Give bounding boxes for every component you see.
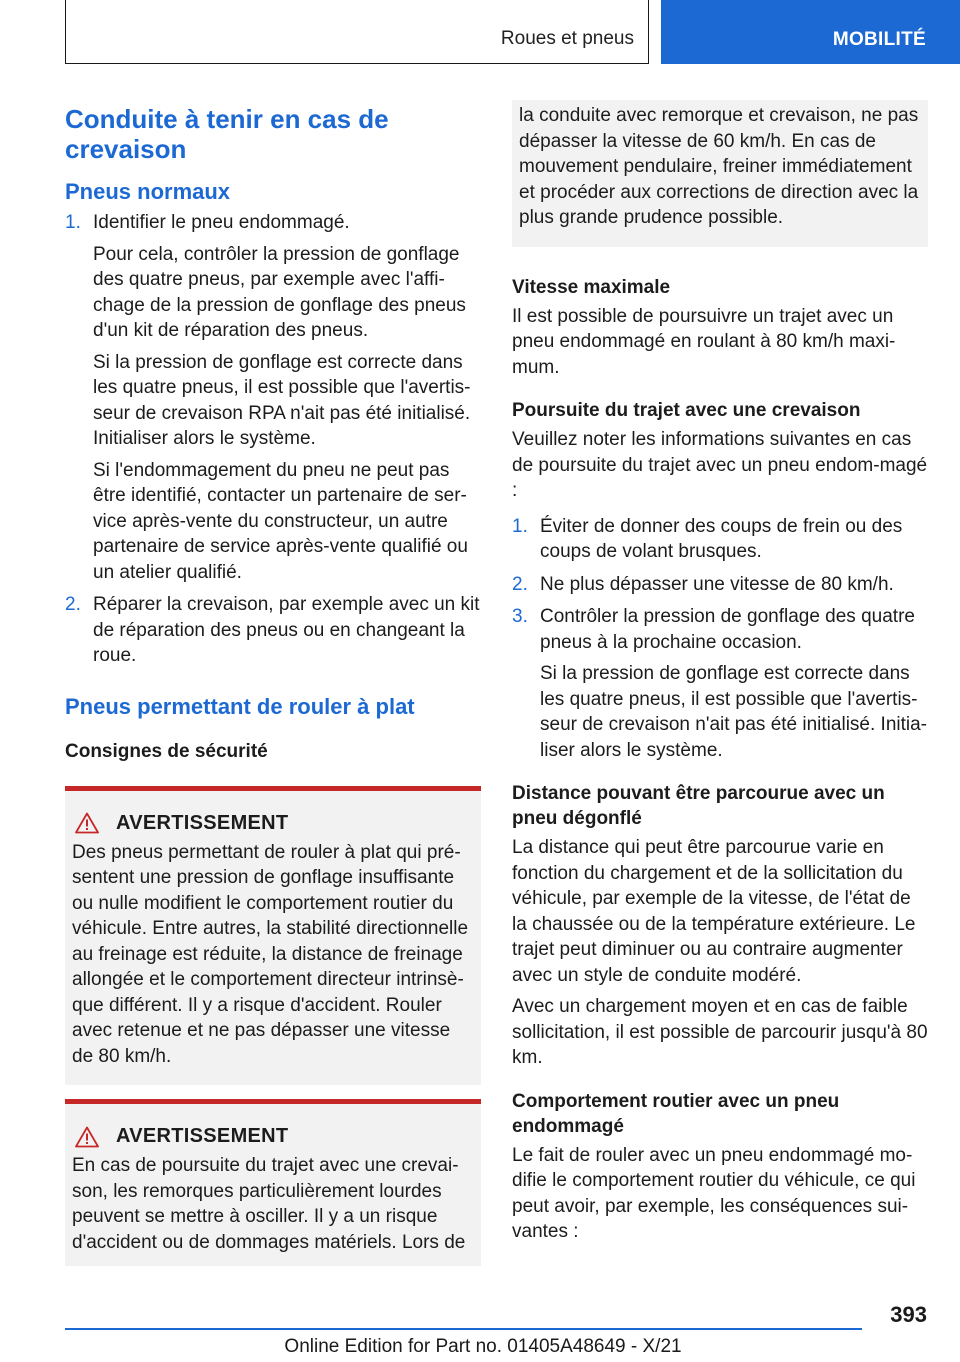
step-number: 1.: [65, 212, 81, 233]
step-list-continue: [512, 514, 928, 764]
page-number: 393: [890, 1302, 927, 1327]
step-text: Identifier le pneu endommagé.: [93, 212, 350, 233]
warning-box-continued: [512, 100, 928, 247]
step-text: Ne plus dépasser une vitesse de 80 km/h.: [540, 573, 894, 595]
warning-title: AVERTISSEMENT: [116, 811, 289, 834]
warning-header: [72, 1124, 473, 1149]
footer-divider: [65, 1328, 862, 1330]
list-item: [512, 572, 928, 598]
warning-box: [65, 786, 481, 1086]
subheading-max-speed: Vitesse maximale: [512, 276, 671, 298]
warning-text: Des pneus permettant de rouler à plat qui pré‐sentent une pression de gonflage insuffisante ou nulle modifient le comportement routier du véhicule. Entre autres, la stabilité directionnelle au freinage est réduite, la distance de freinage allongée et le comportement directeur intrinsè‐que différent. Il y a risque d'accident. Rouler avec retenue et ne pas dépasser une vitesse de 80 km/h.: [72, 841, 469, 1067]
step-text: Si la pression de gonflage est correcte dans les quatre pneus, il est possible que l'avertis‐seur de crevaison n'ait pas été initialisé. Initia‐liser alors le système.: [540, 663, 927, 761]
list-item: [65, 210, 481, 585]
list-item: [512, 604, 928, 763]
footer-edition: Online Edition for Part no. 01405A48649 - X/21: [284, 1336, 682, 1357]
warning-text: la conduite avec remorque et crevaison, ne pas dépasser la vitesse de 60 km/h. En cas de mouvement pendulaire, freiner immédiatement et procéder aux corrections de direction avec la plus grande prudence possible.: [519, 105, 919, 228]
step-list-normal: [65, 210, 481, 669]
step-number: 2.: [512, 573, 528, 595]
step-text: Si l'endommagement du pneu ne peut pas être identifié, contacter un partenaire de ser‐vice après-vente du constructeur, un autre partenaire de service après-vente qualifié ou un atelier qualifié.: [93, 459, 468, 583]
subheading-runflat-tires: Pneus permettant de rouler à plat: [65, 693, 415, 719]
step-text: Réparer la crevaison, par exemple avec un kit de réparation des pneus ou en changeant la roue.: [93, 594, 480, 666]
step-number: 3.: [512, 606, 528, 627]
header-chapter-box: [661, 0, 960, 64]
right-column: [512, 100, 928, 1251]
paragraph: Le fait de rouler avec un pneu endommagé mo‐difie le comportement routier du véhicule, ce qui peut avoir, par exemple, les conséquences sui‐vantes :: [512, 1144, 916, 1242]
chapter-title: MOBILITÉ: [832, 29, 926, 50]
warning-header: [72, 811, 473, 836]
paragraph: La distance qui peut être parcourue varie en fonction du chargement et de la sollicitation du véhicule, par exemple de la vitesse, de l'état de la chaussée ou de la température extérieure. Le trajet peut diminuer ou au contraire augmenter avec un style de conduite modéré.: [512, 837, 916, 986]
subheading-normal-tires: Pneus normaux: [65, 179, 231, 204]
paragraph: Avec un chargement moyen et en cas de faible sollicitation, il est possible de parcourir jusqu'à 80 km.: [512, 996, 928, 1068]
step-number: 1.: [512, 515, 528, 537]
list-item: [512, 514, 928, 565]
step-text: Si la pression de gonflage est correcte dans les quatre pneus, il est possible que l'avertis‐seur de crevaison RPA n'ait pas été initialisé. Initialiser alors le système.: [93, 351, 471, 449]
warning-title: AVERTISSEMENT: [116, 1125, 289, 1147]
list-item: [65, 592, 481, 669]
warning-triangle-icon: [75, 812, 99, 834]
paragraph: Veuillez noter les informations suivantes en cas de poursuite du trajet avec un pneu endom‐magé :: [512, 429, 928, 501]
step-text: Pour cela, contrôler la pression de gonflage des quatre pneus, par exemple avec l'affi‐chage de la pression de gonflage des pneus d'un kit de réparation des pneus.: [93, 243, 466, 341]
subheading-safety: Consignes de sécurité: [65, 740, 268, 762]
step-number: 2.: [65, 594, 81, 615]
warning-text: En cas de poursuite du trajet avec une crevai‐son, les remorques particulièrement lourdes peuvent se mettre à osciller. Il y a un risque d'accident ou de dommages matériels. Lors de: [72, 1155, 466, 1253]
subheading-distance: Distance pouvant être parcourue avec un pneu dégonflé: [512, 783, 885, 829]
left-column: [65, 100, 481, 1266]
warning-box: [65, 1099, 481, 1266]
warning-triangle-icon: [75, 1126, 99, 1148]
step-text: Éviter de donner des coups de frein ou des coups de volant brusques.: [540, 515, 903, 562]
header-section-box: [65, 0, 649, 64]
page-title: Conduite à tenir en cas de crevaison: [65, 104, 389, 164]
subheading-continue-trip: Poursuite du trajet avec une crevaison: [512, 400, 861, 421]
paragraph: Il est possible de poursuivre un trajet avec un pneu endommagé en roulant à 80 km/h maxi‐mum.: [512, 305, 896, 378]
subheading-handling: Comportement routier avec un pneu endommagé: [512, 1090, 840, 1137]
section-title: Roues et pneus: [500, 28, 634, 49]
step-text: Contrôler la pression de gonflage des quatre pneus à la prochaine occasion.: [540, 606, 915, 653]
